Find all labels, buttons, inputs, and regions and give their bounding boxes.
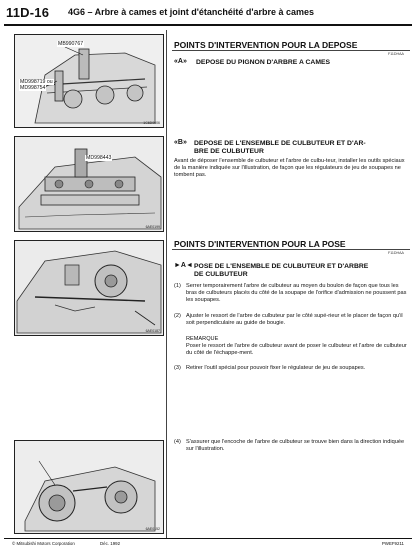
figure-3-illustration: [15, 241, 163, 335]
pose-step-1-number: (1): [174, 283, 181, 289]
figure-1-label-2: MD998719 ou: [20, 79, 53, 85]
pose-remark-title: REMARQUE: [186, 336, 219, 342]
depose-section-code: F11DHAA: [388, 52, 404, 56]
pose-step-3-number: (3): [174, 365, 181, 371]
pose-section-code: F11DHAA: [388, 251, 404, 255]
figure-2-special-tools: [14, 136, 164, 232]
depose-item-a-tag: «A»: [174, 58, 187, 65]
pose-step-4-number: (4): [174, 439, 181, 445]
figure-4-illustration: [15, 441, 163, 533]
figure-4-notch-check: [14, 440, 164, 534]
pose-step-4-text: S'assurer que l'encoche de l'arbre de culbuteur se trouve bien dans la direction indiquée sur l'illustration.: [186, 439, 405, 452]
depose-item-b-text: Avant de déposer l'ensemble de culbuteur et l'arbre de culbu-teur, installer les outils spéciaux de la manière indiquée sur l'illustration, de façon que les régulateurs de jeu de soupapes ne tombent pas.: [174, 158, 405, 178]
pose-item-a-title-2: DE CULBUTEUR: [194, 271, 248, 278]
footer: [12, 541, 404, 546]
pose-section-title: POINTS D'INTERVENTION POUR LA POSE: [174, 239, 346, 249]
footer-doc-code: PWEF9211: [381, 541, 404, 546]
pose-item-a-title-1: POSE DE L'ENSEMBLE DE CULBUTEUR ET D'ARBRE: [194, 263, 369, 270]
header-rule: [4, 24, 412, 26]
depose-item-b-title-1: DEPOSE DE L'ENSEMBLE DE CULBUTEUR ET D'AR-: [194, 140, 366, 147]
page-number: 11D-16: [6, 5, 50, 20]
pose-remark-text: Poser le ressort de l'arbre de culbuteur avant de poser le culbuteur et l'arbre de culbuteur du côté de l'échappe-ment.: [186, 343, 407, 356]
figure-4-code: 6AE0152: [145, 527, 160, 531]
pose-step-3-text: Retirer l'outil spécial pour pouvoir fixer le régulateur de jeu de soupapes.: [186, 365, 366, 371]
figure-1-label-1: MB990767: [58, 41, 84, 47]
footer-rule: [4, 538, 412, 539]
pose-item-a-tag: ►A◄: [174, 262, 193, 269]
depose-item-b-tag: «B»: [174, 139, 187, 146]
pose-step-1-text: Serrer temporairement l'arbre de culbuteur au moyen du boulon de façon que tous les bras de culbuteurs placés du côté de la soupape de l'orifice d'admission ne poussent pas les soupapes.: [186, 283, 407, 303]
figure-1-rocker-tool: [14, 34, 164, 128]
depose-rule: [172, 50, 410, 51]
footer-company: © Mitsubishi Motors Corporation: [12, 541, 75, 546]
pose-rule: [172, 249, 410, 250]
figure-3-spring-install: [14, 240, 164, 336]
page-title: 4G6 – Arbre à cames et joint d'étanchéité d'arbre à cames: [68, 7, 315, 17]
depose-item-a-title: DEPOSE DU PIGNON D'ARBRE A CAMES: [196, 59, 331, 66]
footer-date: Déc. 1992: [100, 541, 121, 546]
figure-1-label-3: MD998754: [20, 85, 46, 91]
depose-section-title: POINTS D'INTERVENTION POUR LA DEPOSE: [174, 40, 358, 50]
figure-2-label-1: MD998443: [86, 155, 112, 161]
column-divider: [166, 30, 167, 538]
figure-2-illustration: [15, 137, 163, 231]
figure-3-code: 6AE0187: [145, 329, 160, 333]
depose-item-b-title-2: BRE DE CULBUTEUR: [194, 148, 264, 155]
pose-step-2-text: Ajuster le ressort de l'arbre de culbuteur par le côté supé-rieur et le placer de façon qu'il soit perpendiculaire au guide de bougie.: [186, 313, 403, 326]
figure-1-code: 1C6D0606: [143, 121, 160, 125]
pose-step-2-number: (2): [174, 313, 181, 319]
figure-2-code: 6AE0199: [145, 225, 160, 229]
